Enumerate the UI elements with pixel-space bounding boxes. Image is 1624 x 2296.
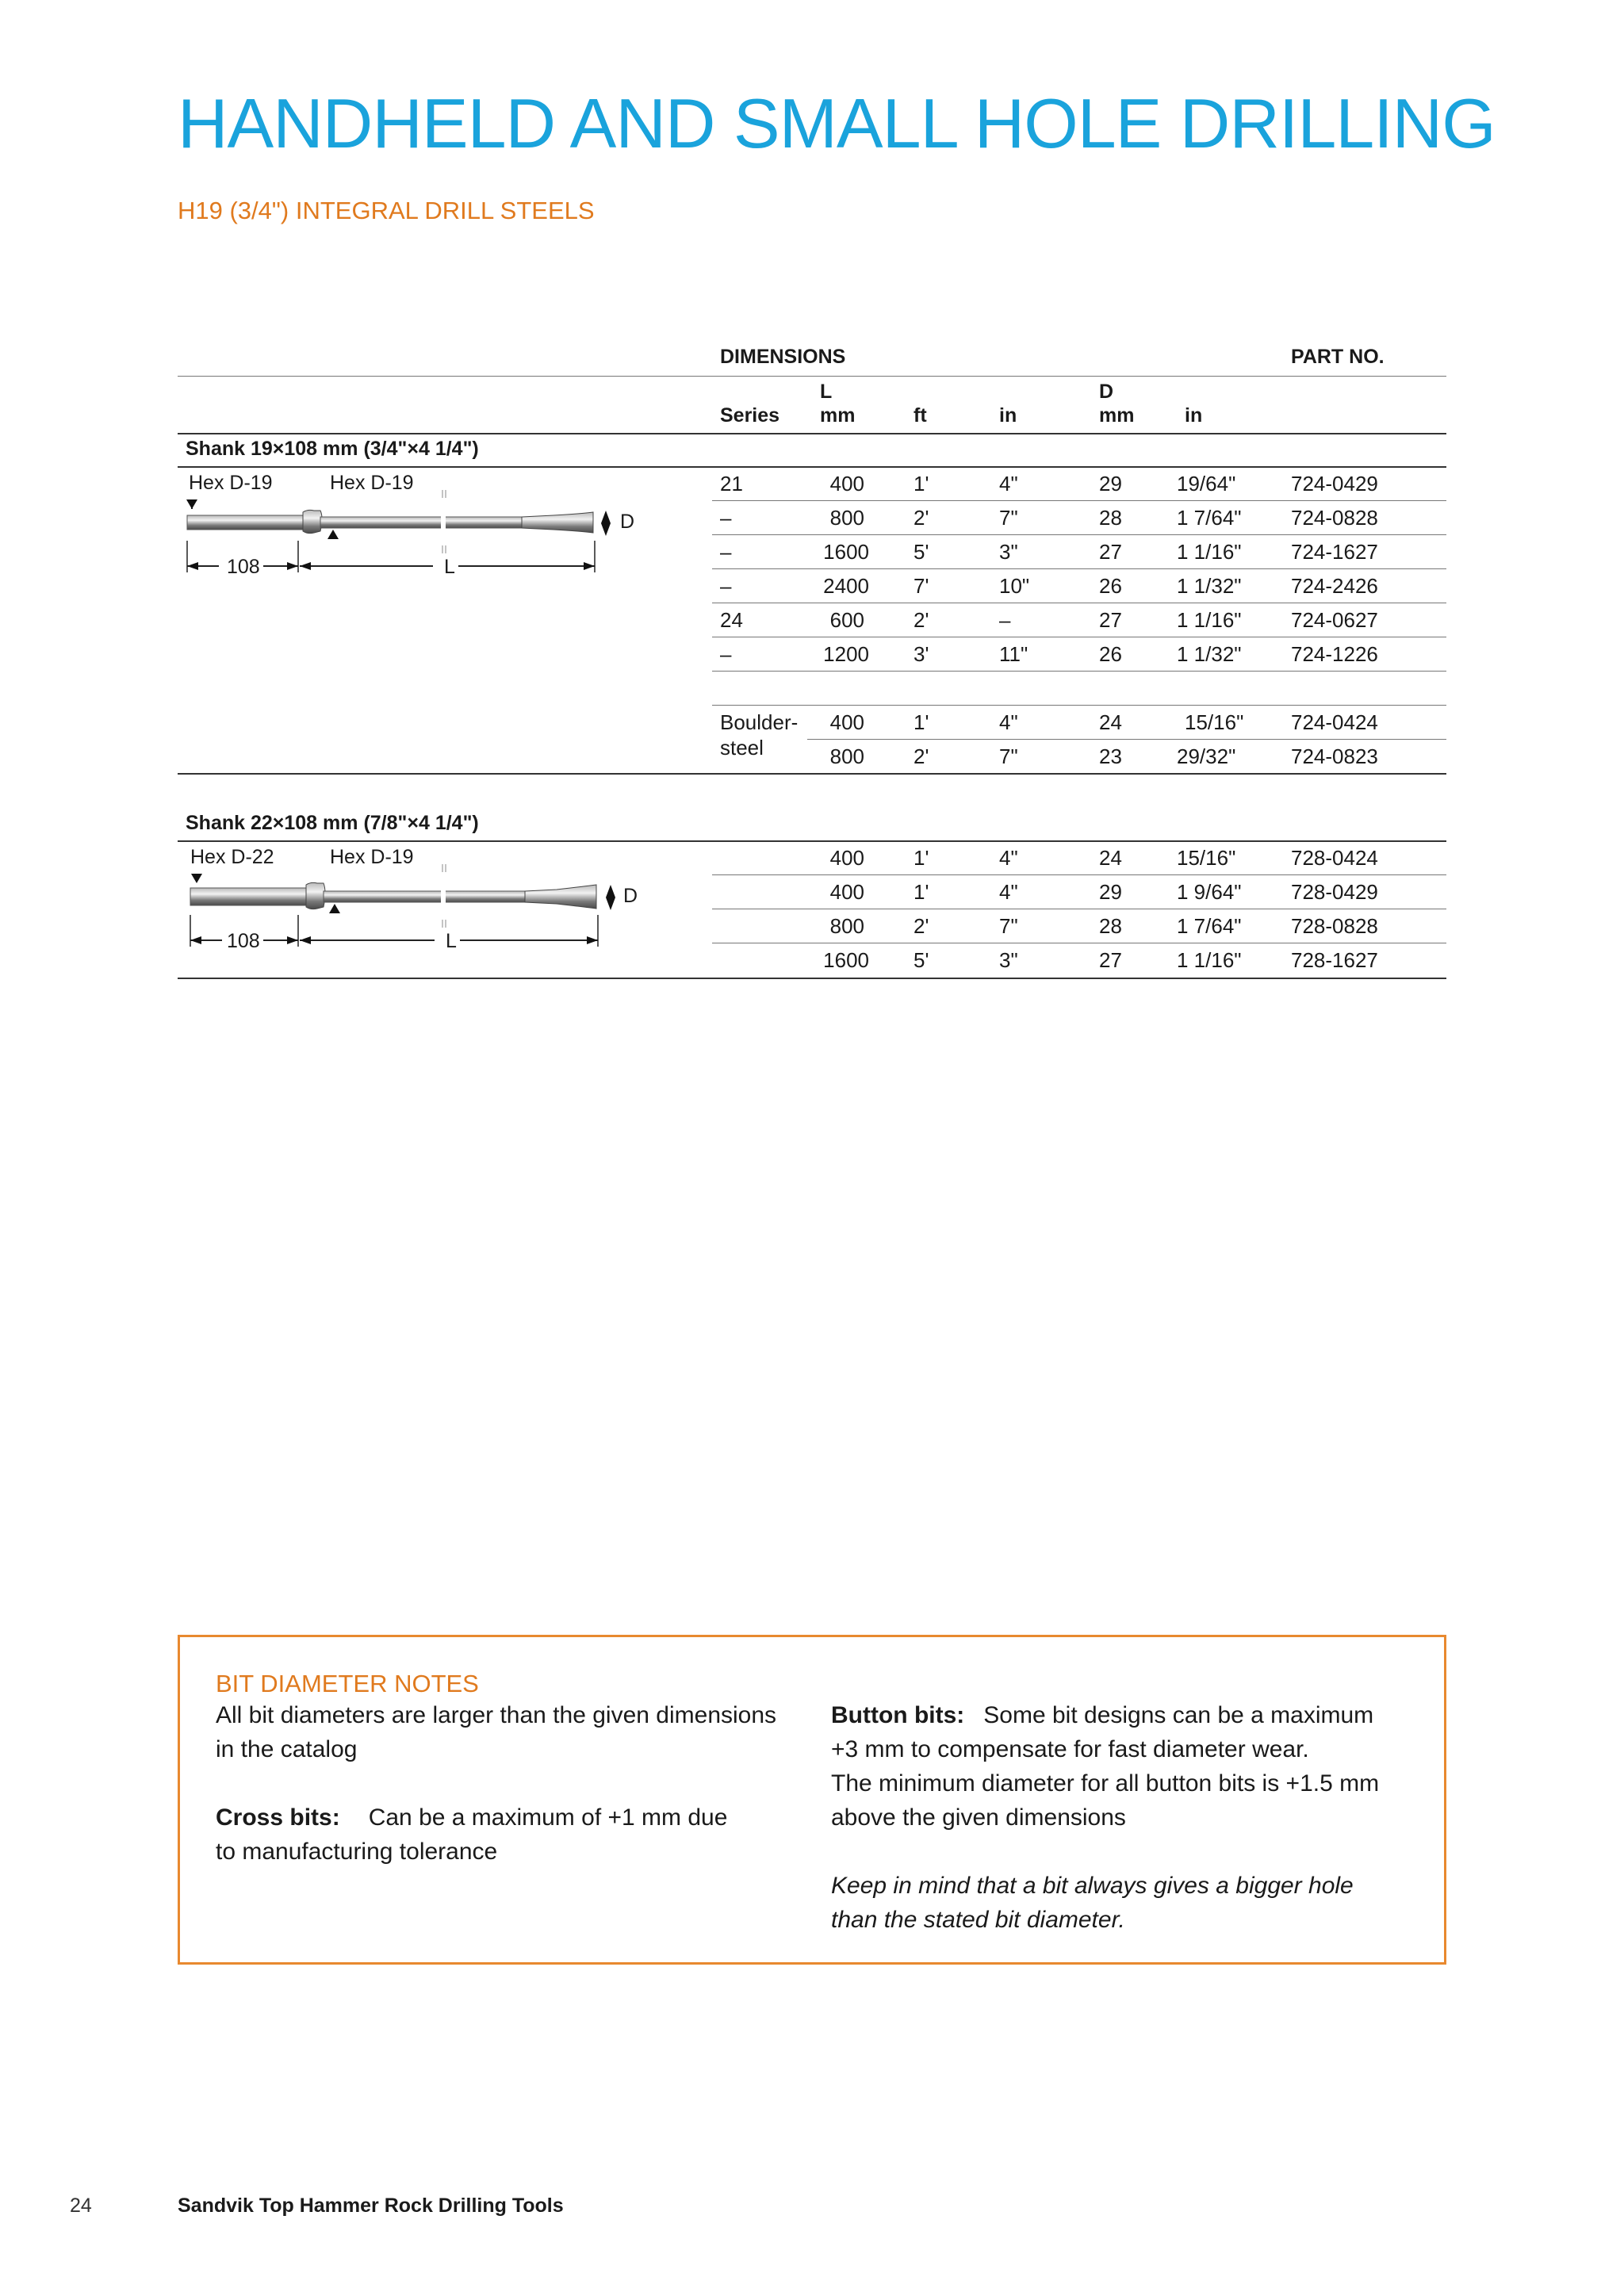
length-ft-cell: 7' — [914, 574, 929, 598]
diameter-mm-cell: 24 — [1099, 846, 1122, 870]
length-ft-cell: 2' — [914, 608, 929, 632]
diameter-mm-cell: 28 — [1099, 914, 1122, 938]
dim-108-label: 108 — [224, 557, 263, 577]
series-cell: 24 — [720, 608, 743, 632]
cross-bits-text-2: to manufacturing tolerance — [216, 1839, 498, 1865]
diameter-mm-header: mm — [1099, 404, 1135, 427]
dim-D-label: D — [620, 511, 635, 533]
part-no-cell: 724-0828 — [1291, 506, 1378, 530]
length-mm-header: mm — [820, 404, 856, 427]
button-bits-text-4: above the given dimensions — [831, 1804, 1126, 1831]
length-ft-cell: 1' — [914, 880, 929, 904]
row-rule — [712, 534, 1446, 535]
cross-bits-paragraph — [216, 1800, 802, 1869]
shank-19-label: Shank 19×108 mm (3/4"×4 1/4") — [186, 438, 479, 460]
button-bits-text: Some bit designs can be a maximum — [983, 1702, 1374, 1728]
part-no-cell: 724-1226 — [1291, 642, 1378, 666]
diameter-mm-cell: 28 — [1099, 506, 1122, 530]
table-top-rule — [178, 376, 1446, 377]
series-header: Series — [720, 404, 780, 427]
length-in-cell: 4" — [999, 846, 1018, 870]
length-ft-cell: 2' — [914, 506, 929, 530]
length-mm-cell: 800 — [829, 506, 864, 530]
diameter-mm-cell: 26 — [1099, 642, 1122, 666]
row-rule — [712, 671, 1446, 672]
diameter-in-cell: 29/32" — [1177, 744, 1236, 768]
length-mm-cell: 800 — [829, 914, 864, 938]
notes-italic-paragraph — [831, 1869, 1418, 1937]
dim-L-label: L — [442, 932, 460, 951]
page-subtitle: H19 (3/4") INTEGRAL DRILL STEELS — [178, 197, 595, 224]
diameter-in-cell: 1 7/64" — [1177, 506, 1242, 530]
page-title: HANDHELD AND SMALL HOLE DRILLING — [178, 84, 1496, 163]
length-ft-cell: 1' — [914, 846, 929, 870]
diameter-in-cell: 1 1/32" — [1177, 642, 1242, 666]
diameter-in-cell: 1 1/32" — [1177, 574, 1242, 598]
length-ft-cell: 5' — [914, 540, 929, 564]
boulder-steel-label: Boulder- — [720, 710, 799, 734]
section-1-bottom-rule — [178, 773, 1446, 775]
row-rule — [712, 568, 1446, 569]
length-mm-cell: 1600 — [823, 948, 869, 972]
button-bits-paragraph — [831, 1698, 1418, 1835]
part-no-cell: 724-0429 — [1291, 472, 1378, 496]
page-number: 24 — [70, 2195, 92, 2217]
hex-d22-label: Hex D-22 — [190, 846, 274, 868]
length-ft-header: ft — [914, 404, 927, 427]
length-mm-cell: 400 — [829, 710, 864, 734]
part-no-header: PART NO. — [1291, 346, 1385, 368]
series-cell: – — [720, 642, 732, 666]
cross-bits-label: Cross bits: — [216, 1804, 340, 1831]
series-cell: – — [720, 540, 732, 564]
diameter-mm-cell: 29 — [1099, 472, 1122, 496]
length-in-header: in — [999, 404, 1017, 427]
length-in-cell: 10" — [999, 574, 1030, 598]
length-in-cell: 11" — [999, 642, 1028, 666]
part-no-cell: 724-0627 — [1291, 608, 1378, 632]
length-mm-cell: 400 — [829, 880, 864, 904]
length-mm-cell: 1600 — [823, 540, 869, 564]
diameter-in-cell: 1 1/16" — [1177, 608, 1242, 632]
length-in-cell: 7" — [999, 506, 1018, 530]
diameter-in-cell: 19/64" — [1177, 472, 1236, 496]
length-in-cell: 4" — [999, 472, 1018, 496]
dim-108-label: 108 — [224, 932, 263, 951]
length-mm-cell: 2400 — [823, 574, 869, 598]
length-ft-cell: 2' — [914, 744, 929, 768]
diameter-in-cell: 15/16" — [1185, 710, 1244, 734]
length-ft-cell: 1' — [914, 710, 929, 734]
diameter-in-cell: 1 1/16" — [1177, 948, 1242, 972]
length-ft-cell: 2' — [914, 914, 929, 938]
diameter-mm-cell: 27 — [1099, 948, 1122, 972]
length-ft-cell: 1' — [914, 472, 929, 496]
part-no-cell: 724-0823 — [1291, 744, 1378, 768]
diameter-mm-cell: 26 — [1099, 574, 1122, 598]
button-bits-text-3: The minimum diameter for all button bits is +1.5 mm — [831, 1770, 1380, 1797]
hex-d19-left-label: Hex D-19 — [189, 472, 273, 494]
length-in-cell: 3" — [999, 948, 1018, 972]
length-mm-cell: 400 — [829, 472, 864, 496]
notes-italic-line-2: than the stated bit diameter. — [831, 1907, 1125, 1933]
shank-22-label: Shank 22×108 mm (7/8"×4 1/4") — [186, 812, 479, 834]
length-in-cell: 7" — [999, 914, 1018, 938]
diameter-mm-cell: 27 — [1099, 608, 1122, 632]
hex-d19-label: Hex D-19 — [330, 846, 414, 868]
notes-general-line-2: in the catalog — [216, 1736, 358, 1762]
hex-d19-right-label: Hex D-19 — [330, 472, 414, 494]
cross-bits-text: Can be a maximum of +1 mm due — [368, 1804, 728, 1831]
length-ft-cell: 3' — [914, 642, 929, 666]
boulder-steel-label-2: steel — [720, 736, 764, 760]
diameter-mm-cell: 24 — [1099, 710, 1122, 734]
row-rule — [712, 874, 1446, 875]
length-in-cell: 4" — [999, 710, 1018, 734]
row-rule — [807, 739, 1446, 740]
length-mm-cell: 600 — [829, 608, 864, 632]
button-bits-label: Button bits: — [831, 1702, 965, 1728]
length-mm-cell: 400 — [829, 846, 864, 870]
diameter-mm-cell: 27 — [1099, 540, 1122, 564]
diameter-in-cell: 1 1/16" — [1177, 540, 1242, 564]
diameter-in-cell: 1 7/64" — [1177, 914, 1242, 938]
diameter-in-cell: 1 9/64" — [1177, 880, 1242, 904]
length-in-cell: 7" — [999, 744, 1018, 768]
series-cell: – — [720, 574, 732, 598]
diameter-in-header: in — [1185, 404, 1203, 427]
length-mm-cell: 1200 — [823, 642, 869, 666]
notes-general-paragraph — [216, 1698, 802, 1766]
section-2-bottom-rule — [178, 978, 1446, 979]
notes-title: BIT DIAMETER NOTES — [216, 1670, 479, 1697]
row-rule — [712, 705, 1446, 706]
part-no-cell: 728-1627 — [1291, 948, 1378, 972]
diameter-mm-cell: 23 — [1099, 744, 1122, 768]
footer-doc-title: Sandvik Top Hammer Rock Drilling Tools — [178, 2195, 564, 2217]
notes-italic-line-1: Keep in mind that a bit always gives a bigger hole — [831, 1873, 1354, 1899]
part-no-cell: 724-0424 — [1291, 710, 1378, 734]
dimensions-header: DIMENSIONS — [720, 346, 846, 368]
length-header: L — [820, 381, 833, 403]
dim-D-label: D — [623, 885, 638, 907]
part-no-cell: 728-0429 — [1291, 880, 1378, 904]
button-bits-text-2: +3 mm to compensate for fast diameter wear. — [831, 1736, 1309, 1762]
dim-L-label: L — [441, 557, 458, 577]
header-bottom-rule — [178, 433, 1446, 434]
part-no-cell: 728-0424 — [1291, 846, 1378, 870]
diameter-in-cell: 15/16" — [1177, 846, 1236, 870]
part-no-cell: 724-1627 — [1291, 540, 1378, 564]
length-mm-cell: 800 — [829, 744, 864, 768]
diameter-header: D — [1099, 381, 1114, 403]
notes-general-line-1: All bit diameters are larger than the given dimensions — [216, 1702, 777, 1728]
shank-22-rule — [178, 840, 1446, 842]
shank-19-rule — [178, 466, 1446, 468]
part-no-cell: 724-2426 — [1291, 574, 1378, 598]
diameter-mm-cell: 29 — [1099, 880, 1122, 904]
row-rule — [712, 500, 1446, 501]
length-in-cell: – — [999, 608, 1011, 632]
series-cell: – — [720, 506, 732, 530]
part-no-cell: 728-0828 — [1291, 914, 1378, 938]
length-in-cell: 4" — [999, 880, 1018, 904]
length-in-cell: 3" — [999, 540, 1018, 564]
series-cell: 21 — [720, 472, 743, 496]
length-ft-cell: 5' — [914, 948, 929, 972]
